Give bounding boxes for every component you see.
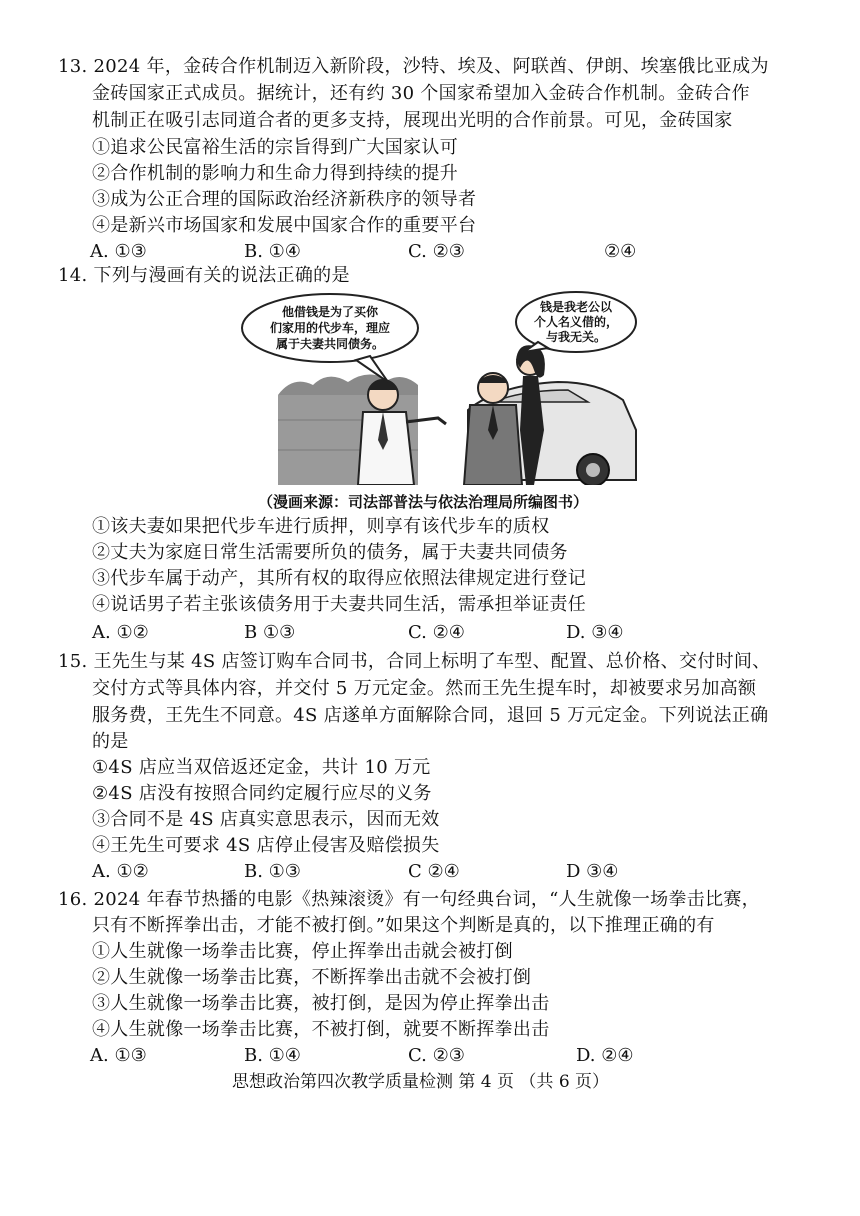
q15-item-3: ③合同不是 4S 店真实意思表示，因而无效 xyxy=(92,809,440,830)
q15-item-1: ①4S 店应当双倍返还定金，共计 10 万元 xyxy=(92,757,431,778)
q16-option-d: D. ②④ xyxy=(576,1045,634,1066)
q14-item-4: ④说话男子若主张该债务用于夫妻共同生活，需承担举证责任 xyxy=(92,594,587,615)
q13-stem-line-1: 13. 2024 年，金砖合作机制迈入新阶段，沙特、埃及、阿联酋、伊朗、埃塞俄比亚成为 xyxy=(58,56,769,77)
q15-stem-line-3: 服务费，王先生不同意。4S 店遂单方面解除合同，退回 5 万元定金。下列说法正确 xyxy=(92,705,769,726)
bubble-right-line-1: 钱是我老公以 xyxy=(539,300,613,314)
q13-option-d: ②④ xyxy=(604,241,637,262)
q16-item-1: ①人生就像一场拳击比赛，停止挥拳出击就会被打倒 xyxy=(92,941,513,962)
q15-option-b: B. ①③ xyxy=(244,861,301,882)
q16-stem-line-2: 只有不断挥拳出击，才能不被打倒。”如果这个判断是真的，以下推理正确的有 xyxy=(92,915,715,936)
q13-item-4: ④是新兴市场国家和发展中国家合作的重要平台 xyxy=(92,215,477,236)
q16-item-4: ④人生就像一场拳击比赛，不被打倒，就要不断挥拳出击 xyxy=(92,1019,550,1040)
q14-item-3: ③代步车属于动产，其所有权的取得应依照法律规定进行登记 xyxy=(92,568,587,589)
q16-item-2: ②人生就像一场拳击比赛，不断挥拳出击就不会被打倒 xyxy=(92,967,532,988)
q14-option-d: D. ③④ xyxy=(566,622,624,643)
cartoon-caption: （漫画来源：司法部普法与依法治理局所编图书） xyxy=(258,493,589,511)
q16-stem-line-1: 16. 2024 年春节热播的电影《热辣滚烫》有一句经典台词，“人生就像一场拳击比赛， xyxy=(58,889,760,910)
q15-stem-line-2: 交付方式等具体内容，并交付 5 万元定金。然而王先生提车时，却被要求另加高额 xyxy=(92,678,757,699)
bubble-left-line-2: 们家用的代步车，理应 xyxy=(269,321,391,335)
q15-stem-line-4: 的是 xyxy=(92,731,129,752)
q16-option-b: B. ①④ xyxy=(244,1045,301,1066)
q14-option-a: A. ①② xyxy=(92,622,149,643)
bubble-right-line-3: 与我无关。 xyxy=(545,330,607,344)
q13-stem-line-2: 金砖国家正式成员。据统计，还有约 30 个国家希望加入金砖合作机制。金砖合作 xyxy=(92,83,750,104)
page-footer: 思想政治第四次教学质量检测 第 4 页 （共 6 页） xyxy=(232,1072,610,1092)
q15-stem-line-1: 15. 王先生与某 4S 店签订购车合同书，合同上标明了车型、配置、总价格、交付时间、 xyxy=(58,651,771,672)
q13-stem-line-3: 机制正在吸引志同道合者的更多支持，展现出光明的合作前景。可见，金砖国家 xyxy=(92,110,733,131)
q13-option-b: B. ①④ xyxy=(244,241,301,262)
q15-option-c: C ②④ xyxy=(408,861,460,882)
q13-item-1: ①追求公民富裕生活的宗旨得到广大国家认可 xyxy=(92,137,458,158)
q15-item-4: ④王先生可要求 4S 店停止侵害及赔偿损失 xyxy=(92,835,440,856)
q16-option-a: A. ①③ xyxy=(90,1045,147,1066)
q16-option-c: C. ②③ xyxy=(408,1045,465,1066)
q13-option-c: C. ②③ xyxy=(408,241,465,262)
q14-item-2: ②丈夫为家庭日常生活需要所负的债务，属于夫妻共同债务 xyxy=(92,542,568,563)
q13-option-a: A. ①③ xyxy=(90,241,147,262)
q14-option-b: B ①③ xyxy=(244,622,296,643)
bubble-left-line-1: 他借钱是为了买你 xyxy=(281,305,379,319)
q15-option-a: A. ①② xyxy=(92,861,149,882)
q16-item-3: ③人生就像一场拳击比赛，被打倒，是因为停止挥拳出击 xyxy=(92,993,550,1014)
cartoon-illustration xyxy=(238,290,638,485)
q14-option-c: C. ②④ xyxy=(408,622,465,643)
q14-stem: 14. 下列与漫画有关的说法正确的是 xyxy=(58,265,350,286)
q13-item-2: ②合作机制的影响力和生命力得到持续的提升 xyxy=(92,163,458,184)
bubble-left-line-3: 属于夫妻共同债务。 xyxy=(275,337,385,351)
bubble-right-line-2: 个人名义借的， xyxy=(533,315,619,329)
q15-option-d: D ③④ xyxy=(566,861,619,882)
q14-item-1: ①该夫妻如果把代步车进行质押，则享有该代步车的质权 xyxy=(92,516,550,537)
q15-item-2: ②4S 店没有按照合同约定履行应尽的义务 xyxy=(92,783,432,804)
q13-item-3: ③成为公正合理的国际政治经济新秩序的领导者 xyxy=(92,189,477,210)
